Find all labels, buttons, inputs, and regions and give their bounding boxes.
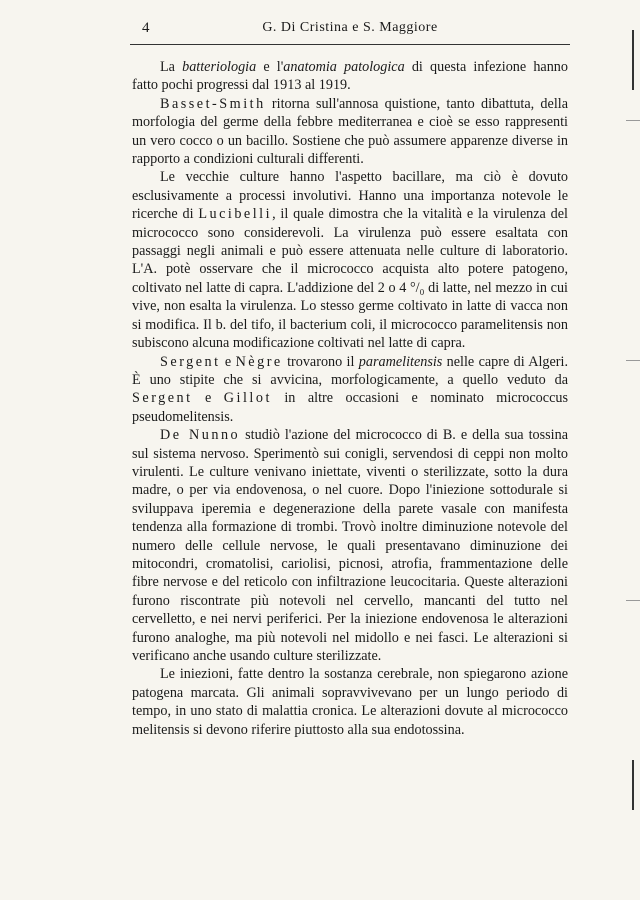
paragraph bbox=[132, 426, 568, 665]
scan-edge-tick bbox=[626, 360, 640, 361]
text-run: di questa infezione hanno fatto pochi progressi dal 1913 al 1919. bbox=[132, 59, 568, 94]
text-run: nelle capre di Algeri. È uno stipite che si avvicina, morfologicamente, a quello veduto da bbox=[132, 353, 568, 388]
text-run: Le vecchie culture hanno l'aspetto bacillare, ma ciò è dovuto esclusivamente a processi involutivi. Hanno una importanza notevole le ricerche di bbox=[132, 169, 568, 223]
body-text bbox=[132, 58, 568, 739]
author-name: Sergent bbox=[160, 353, 221, 370]
page-header bbox=[130, 18, 570, 45]
italic-term: batteriologia bbox=[182, 59, 257, 75]
author-name: Sergent bbox=[132, 390, 193, 407]
text-run: in altre occasioni e nominato micrococcus pseudomelitensis. bbox=[132, 390, 568, 425]
author-name: Nègre bbox=[235, 353, 283, 370]
scan-edge-tick bbox=[626, 600, 640, 601]
scan-edge-tick bbox=[626, 120, 640, 121]
italic-term: anatomia patologica bbox=[283, 59, 405, 75]
text-run: e l' bbox=[256, 59, 284, 75]
text-run: ritorna sull'annosa quistione, tanto dibattuta, della morfologia del germe della febbre mediterranea e cioè se esso rappresenti un vero cocco o un bacillo. Sostiene che può assumere apparenze diverse in rapporto a condizioni culturali differenti. bbox=[132, 95, 568, 168]
scan-edge-mark bbox=[632, 760, 634, 810]
text-run: trovarono il bbox=[282, 353, 359, 370]
text-run: La bbox=[160, 59, 183, 75]
running-title: G. Di Cristina e S. Maggiore bbox=[262, 20, 438, 35]
page-number: 4 bbox=[142, 20, 150, 36]
text-run: Le iniezioni, fatte dentro la sostanza cerebrale, non spiegarono azione patogena marcata. Gli animali sopravvivevano per un lungo periodo di tempo, in uno stato di malattia cronica. Le alterazioni dovute al micrococco melitensis si devono riferire piuttosto alla sua endotossina. bbox=[132, 666, 568, 738]
text-run: studiò l'azione del micrococco di B. e della sua tossina sul sistema nervoso. Sperimentò sui conigli, servendosi di ceppi non molto virulenti. Le culture venivano iniettate, viventi o sterilizzate, sotto la dura madre, o per via endovenosa, o nel cuore. Dopo l'iniezione sottodurale si sviluppava iperemia e degenerazione della parete vasale con manifesta tendenza alla formazione di trombi. Trovò inoltre diminuzione notevole del numero delle cellule nervose, le quali presentavano diminuzione dei mitocondri, cromatolisi, cariolisi, picnosi, atrofia, frammentazione delle fibre nervose e del reticolo con infiltrazione leucocitaria. Queste alterazioni furono riscontrate più notevoli nel cervello, mancanti del tutto nel cervelletto, e nei nervi periferici. Per la iniezione endovenosa le alterazioni furono analoghe, ma più notevoli nel midollo e nei fasci. Le alterazioni si verificano anche usando culture sterilizzate. bbox=[132, 427, 568, 664]
paragraph bbox=[132, 58, 568, 95]
paragraph bbox=[132, 168, 568, 352]
author-name: Gillot bbox=[223, 390, 272, 407]
author-name: Lucibelli bbox=[198, 206, 273, 223]
text-run: e bbox=[192, 390, 224, 407]
author-name: De Nunno bbox=[160, 427, 241, 444]
paragraph bbox=[132, 353, 568, 427]
author-name: Basset-Smith bbox=[160, 95, 266, 112]
scan-edge-mark bbox=[632, 30, 634, 90]
text-run: , il quale dimostra che la vitalità e la virulenza del micrococco sono considerevoli. La virulenza può essere esaltata con passaggi negli animali e può essere attenuata nelle culture di laboratorio. L'A. potè osservare che il micrococco acquista alto potere patogeno, coltivato nel latte di capra. L'addizione del 2 o 4 °/₀ di latte, nel mezzo in cui vive, non esalta la virulenza. Lo stesso germe coltivato in latte di vacca non si modifica. Il b. del tifo, il bacterium coli, il micrococco paramelitensis non subiscono alcuna modificazione coltivati nel latte di capra. bbox=[132, 206, 568, 352]
italic-term: paramelitensis bbox=[358, 353, 443, 370]
text-run: e bbox=[220, 353, 236, 370]
paragraph bbox=[132, 95, 568, 169]
paragraph bbox=[132, 665, 568, 739]
